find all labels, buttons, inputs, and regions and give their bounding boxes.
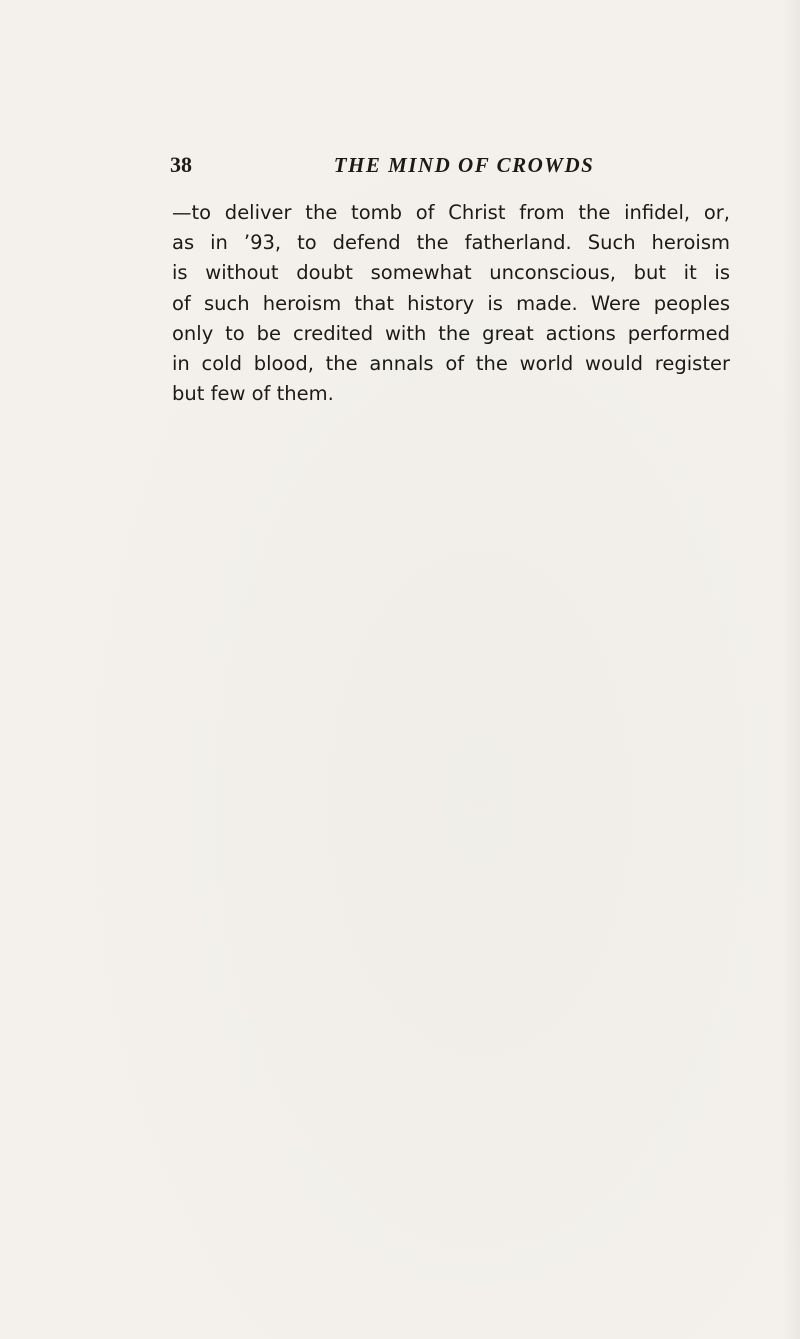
running-head: THE MIND OF CROWDS [333,153,595,177]
text-line: is without doubt somewhat unconscious, but it is [172,261,730,285]
page-edge-shadow [782,0,800,1339]
body-paragraph [172,198,730,409]
text-line: only to be credited with the great actions performed [172,321,730,345]
text-line: but few of them. [172,382,334,406]
text-line: in cold blood, the annals of the world would register [172,352,730,376]
text-line: of such heroism that history is made. Were peoples [172,291,730,315]
page-number: 38 [170,152,192,177]
text-line: as in ’93, to defend the fatherland. Such heroism [172,231,730,255]
page-header [170,150,730,180]
text-line: —to deliver the tomb of Christ from the infidel, or, [172,201,730,224]
